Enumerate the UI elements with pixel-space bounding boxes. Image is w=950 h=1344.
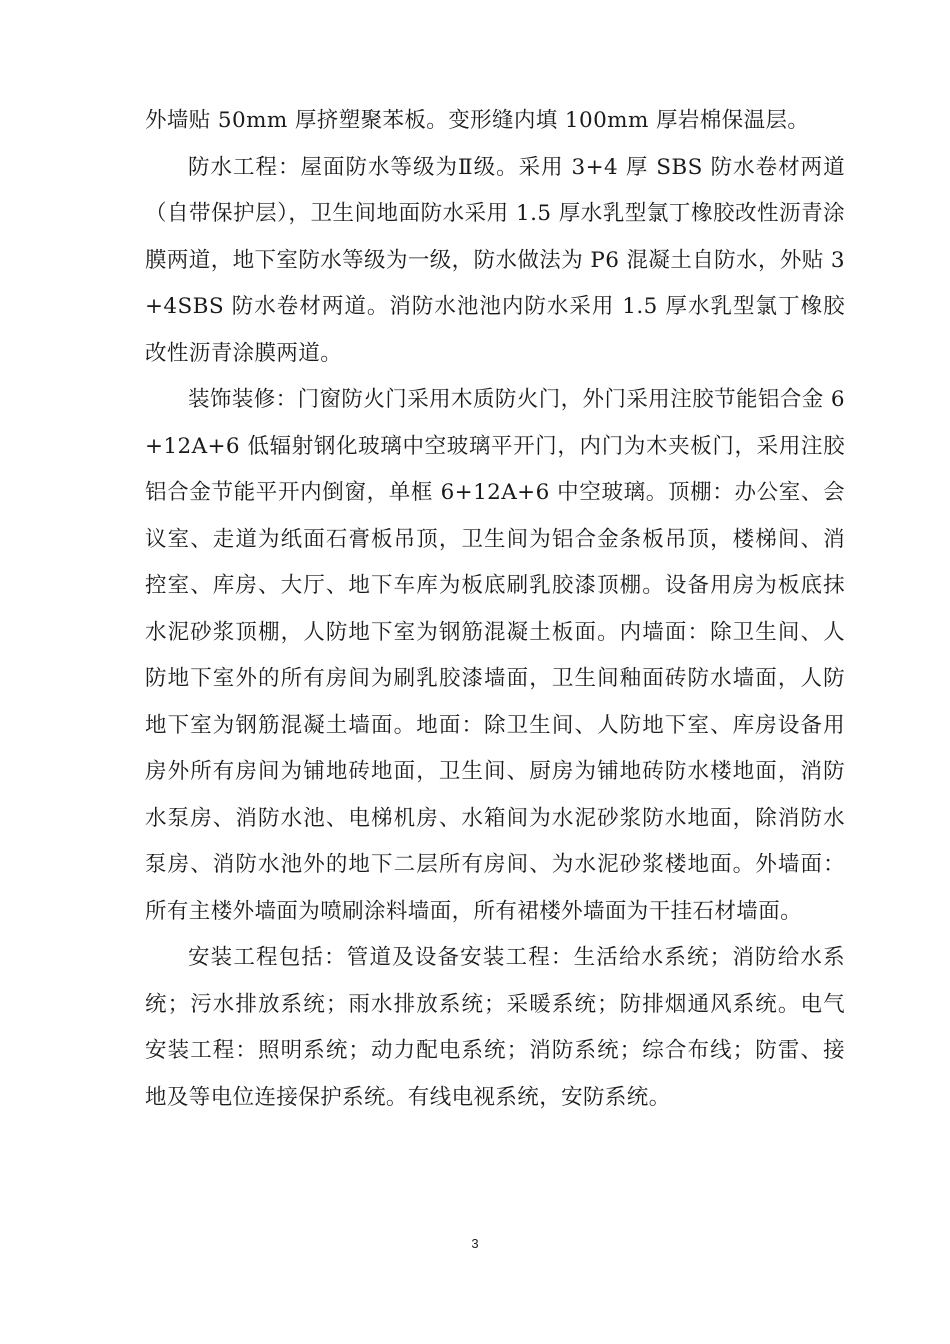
paragraph-waterproofing: 防水工程：屋面防水等级为Ⅱ级。采用 3+4 厚 SBS 防水卷材两道（自带保护层），卫生间地面防水采用 1.5 厚水乳型氯丁橡胶改性沥青涂膜两道，地下室防水等级为一级，防水做法为 P6 混凝土自防水，外贴 3+4SBS 防水卷材两道。消防水池池内防水采用 1.5 厚水乳型氯丁橡胶改性沥青涂膜两道。 (145, 154, 845, 366)
paragraph-insulation: 外墙贴 50mm 厚挤塑聚苯板。变形缝内填 100mm 厚岩棉保温层。 (145, 108, 810, 133)
paragraph-decoration: 装饰装修：门窗防火门采用木质防火门，外门采用注胶节能铝合金 6+12A+6 低辐射钢化玻璃中空玻璃平开门，内门为木夹板门，采用注胶铝合金节能平开内倒窗，单框 6+12A+6 中空玻璃。顶棚：办公室、会议室、走道为纸面石膏板吊顶，卫生间为铝合金条板吊顶，楼梯间、消控室、库房、大厅、地下车库为板底刷乳胶漆顶棚。设备用房为板底抹水泥砂浆顶棚，人防地下室为钢筋混凝土板面。内墙面：除卫生间、人防地下室外的所有房间为刷乳胶漆墙面，卫生间釉面砖防水墙面，人防地下室为钢筋混凝土墙面。地面：除卫生间、人防地下室、库房设备用房外所有房间为铺地砖地面，卫生间、厨房为铺地砖防水楼地面，消防水泵房、消防水池、电梯机房、水箱间为水泥砂浆防水地面，除消防水泵房、消防水池外的地下二层所有房间、为水泥砂浆楼地面。外墙面：所有主楼外墙面为喷刷涂料墙面，所有裙楼外墙面为干挂石材墙面。 (145, 387, 845, 924)
paragraph-installation: 安装工程包括：管道及设备安装工程：生活给水系统；消防给水系统；污水排放系统；雨水排放系统；采暖系统；防排烟通风系统。电气安装工程：照明系统；动力配电系统；消防系统；综合布线；防雷、接地及等电位连接保护系统。有线电视系统，安防系统。 (145, 945, 845, 1110)
page-number: 3 (471, 1236, 479, 1251)
document-body (145, 98, 845, 1121)
